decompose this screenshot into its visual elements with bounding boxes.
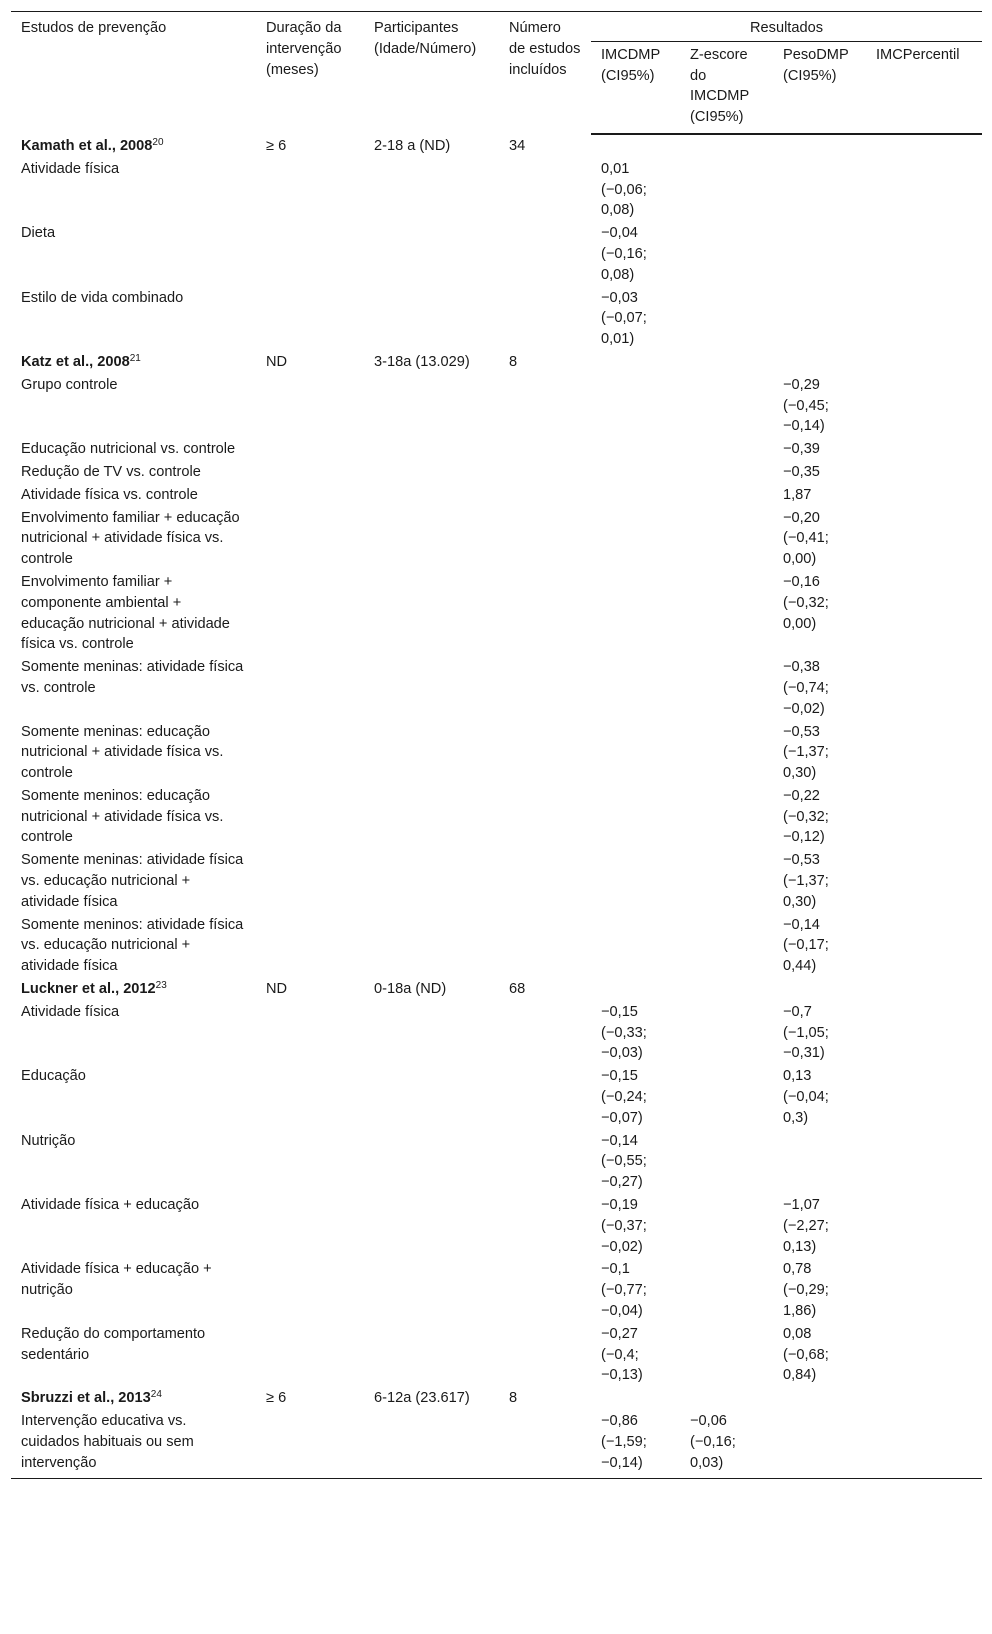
intervention-label: Intervenção educativa vs. cuidados habituais ou sem intervenção <box>11 1410 256 1479</box>
empty-cell <box>364 656 499 720</box>
pesodmp-value: −0,38 (−0,74; −0,02) <box>783 659 829 717</box>
imcdmp-value: −0,14 (−0,55; −0,27) <box>601 1132 647 1191</box>
study-duration: ≥ 6 <box>266 137 287 154</box>
empty-cell <box>680 978 773 1001</box>
imc-percentil-value <box>866 785 982 849</box>
study-participants: 6-12a (23.617) <box>374 1390 470 1407</box>
pesodmp-value: 1,87 <box>783 486 812 503</box>
pesodmp-value: −0,16 (−0,32; 0,00) <box>783 573 829 632</box>
intervention-label: Somente meninas: atividade física vs. controle <box>21 659 244 696</box>
empty-cell <box>256 785 364 849</box>
empty-cell <box>499 461 591 484</box>
study-name: Katz et al., 2008 <box>21 353 130 370</box>
empty-cell <box>364 484 499 507</box>
empty-cell <box>364 287 499 351</box>
z-score-value <box>680 571 773 656</box>
pesodmp-value: −0,53 (−1,37; 0,30) <box>783 852 829 910</box>
empty-cell <box>256 438 364 461</box>
empty-cell <box>499 849 591 913</box>
imcdmp-value <box>591 656 680 720</box>
header-duration: Duração da intervenção (meses) <box>256 12 364 134</box>
pesodmp-value: −0,22 (−0,32; −0,12) <box>783 787 829 846</box>
header-study: Estudos de prevenção <box>11 12 256 134</box>
empty-cell <box>364 1001 499 1065</box>
empty-cell <box>256 656 364 720</box>
header-imcdmp: IMCDMP (CI95%) <box>591 41 680 134</box>
empty-cell <box>499 1130 591 1194</box>
empty-cell <box>256 1001 364 1065</box>
imc-percentil-value <box>866 656 982 720</box>
empty-cell <box>256 158 364 222</box>
study-count: 8 <box>509 353 518 370</box>
study-name: Luckner et al., 2012 <box>21 981 156 998</box>
empty-cell <box>256 721 364 785</box>
study-count: 68 <box>509 981 526 998</box>
empty-cell <box>256 287 364 351</box>
pesodmp-value: −0,29 (−0,45; −0,14) <box>783 376 829 435</box>
table-row <box>11 158 982 222</box>
table-row <box>11 721 982 785</box>
z-score-value <box>680 849 773 913</box>
z-score-value <box>680 287 773 351</box>
study-name-cell <box>11 1387 256 1410</box>
pesodmp-value: 0,78 (−0,29; 1,86) <box>783 1261 829 1320</box>
empty-cell <box>499 1410 591 1479</box>
empty-cell <box>499 484 591 507</box>
study-name-cell <box>11 134 256 158</box>
imc-percentil-value <box>866 461 982 484</box>
empty-cell <box>591 1387 680 1410</box>
empty-cell <box>364 849 499 913</box>
z-score-value <box>680 158 773 222</box>
imc-percentil-value <box>866 287 982 351</box>
empty-cell <box>256 461 364 484</box>
header-participants: Participantes (Idade/Número) <box>364 12 499 134</box>
study-reference: 23 <box>155 980 167 992</box>
table-row <box>11 1410 982 1479</box>
empty-cell <box>256 1323 364 1387</box>
empty-cell <box>773 1387 866 1410</box>
pesodmp-value <box>773 222 866 286</box>
study-row <box>11 978 982 1001</box>
empty-cell <box>680 351 773 374</box>
table-row <box>11 484 982 507</box>
pesodmp-value: −0,14 (−0,17; 0,44) <box>783 916 829 975</box>
z-score-value <box>680 1130 773 1194</box>
z-score-value <box>680 1001 773 1065</box>
empty-cell <box>680 1387 773 1410</box>
imcdmp-value <box>591 914 680 978</box>
imcdmp-value <box>591 507 680 571</box>
study-row <box>11 134 982 158</box>
empty-cell <box>256 1194 364 1258</box>
table-row <box>11 656 982 720</box>
empty-cell <box>499 656 591 720</box>
intervention-label: Grupo controle <box>21 376 118 393</box>
study-count: 34 <box>509 137 526 154</box>
imcdmp-value: −0,03 (−0,07; 0,01) <box>601 289 647 348</box>
header-z-score: Z-escore do IMCDMP (CI95%) <box>680 41 773 134</box>
empty-cell <box>499 1194 591 1258</box>
empty-cell <box>866 1387 982 1410</box>
intervention-label: Atividade física <box>21 1003 120 1020</box>
z-score-value <box>680 914 773 978</box>
empty-cell <box>364 222 499 286</box>
empty-cell <box>499 158 591 222</box>
empty-cell <box>364 374 499 438</box>
imc-percentil-value <box>866 484 982 507</box>
imc-percentil-value <box>866 1410 982 1479</box>
study-participants: 0-18a (ND) <box>374 981 447 998</box>
empty-cell <box>866 134 982 158</box>
table-row <box>11 222 982 286</box>
empty-cell <box>364 461 499 484</box>
study-name: Kamath et al., 2008 <box>21 137 153 154</box>
imc-percentil-value <box>866 849 982 913</box>
z-score-value: −0,06 (−0,16; 0,03) <box>680 1410 773 1479</box>
imc-percentil-value <box>866 1194 982 1258</box>
table-row <box>11 374 982 438</box>
table-row <box>11 1065 982 1129</box>
intervention-label: Estilo de vida combinado <box>21 289 184 306</box>
empty-cell <box>364 785 499 849</box>
table-header <box>11 12 982 134</box>
imcdmp-value <box>591 438 680 461</box>
pesodmp-value <box>773 1410 866 1479</box>
pesodmp-value: 0,13 (−0,04; 0,3) <box>783 1068 829 1126</box>
empty-cell <box>591 134 680 158</box>
pesodmp-value: −0,39 <box>783 441 820 458</box>
intervention-label: Educação nutricional vs. controle <box>21 441 236 458</box>
imc-percentil-value <box>866 158 982 222</box>
imcdmp-value: −0,27 (−0,4; −0,13) <box>601 1325 643 1384</box>
table-row <box>11 461 982 484</box>
z-score-value <box>680 1258 773 1322</box>
imc-percentil-value <box>866 222 982 286</box>
imcdmp-value: −0,19 (−0,37; −0,02) <box>601 1197 647 1255</box>
empty-cell <box>364 158 499 222</box>
imcdmp-value: −0,1 (−0,77; −0,04) <box>601 1261 647 1320</box>
header-results: Resultados <box>591 12 982 42</box>
empty-cell <box>364 438 499 461</box>
table-body <box>11 134 982 1479</box>
imcdmp-value: −0,86 (−1,59; −0,14) <box>591 1410 680 1479</box>
z-score-value <box>680 1194 773 1258</box>
empty-cell <box>256 507 364 571</box>
header-imc-percentil: IMCPercentil <box>866 41 982 134</box>
intervention-label: Educação <box>21 1068 86 1085</box>
imcdmp-value <box>591 571 680 656</box>
empty-cell <box>866 978 982 1001</box>
empty-cell <box>499 1323 591 1387</box>
empty-cell <box>499 1258 591 1322</box>
empty-cell <box>364 1258 499 1322</box>
empty-cell <box>364 1194 499 1258</box>
imc-percentil-value <box>866 914 982 978</box>
pesodmp-value: −0,35 <box>783 463 820 480</box>
empty-cell <box>364 571 499 656</box>
intervention-label: Somente meninas: educação nutricional + atividade física vs. controle <box>21 723 224 782</box>
table-row <box>11 1258 982 1322</box>
imc-percentil-value <box>866 507 982 571</box>
empty-cell <box>499 507 591 571</box>
study-duration: ND <box>266 981 288 998</box>
header-pesodmp: PesoDMP (CI95%) <box>773 41 866 134</box>
imcdmp-value <box>591 785 680 849</box>
empty-cell <box>364 1130 499 1194</box>
imcdmp-value: −0,15 (−0,33; −0,03) <box>601 1003 647 1062</box>
study-name-cell <box>11 351 256 374</box>
pesodmp-value: −1,07 (−2,27; 0,13) <box>783 1197 829 1255</box>
intervention-label: Redução do comportamento sedentário <box>21 1325 206 1363</box>
empty-cell <box>256 484 364 507</box>
imcdmp-value: 0,01 (−0,06; 0,08) <box>601 160 647 219</box>
empty-cell <box>499 222 591 286</box>
empty-cell <box>499 914 591 978</box>
imcdmp-value <box>591 374 680 438</box>
empty-cell <box>256 374 364 438</box>
header-num-studies: Número de estudos incluídos <box>499 12 591 134</box>
empty-cell <box>499 721 591 785</box>
imcdmp-value: −0,04 (−0,16; 0,08) <box>601 225 647 283</box>
imc-percentil-value <box>866 1130 982 1194</box>
table-row <box>11 1323 982 1387</box>
study-reference: 21 <box>129 352 141 364</box>
intervention-label: Nutrição <box>21 1132 76 1149</box>
study-reference: 24 <box>150 1389 162 1401</box>
study-reference: 20 <box>152 136 164 148</box>
empty-cell <box>364 1323 499 1387</box>
empty-cell <box>591 978 680 1001</box>
intervention-label: Redução de TV vs. controle <box>21 463 201 480</box>
study-row <box>11 1387 982 1410</box>
empty-cell <box>499 1065 591 1129</box>
imc-percentil-value <box>866 374 982 438</box>
imc-percentil-value <box>866 1258 982 1322</box>
empty-cell <box>256 1258 364 1322</box>
intervention-label: Somente meninos: educação nutricional + atividade física vs. controle <box>21 787 224 846</box>
intervention-label: Somente meninos: atividade física vs. educação nutricional + atividade física <box>21 916 244 975</box>
imc-percentil-value <box>866 1323 982 1387</box>
intervention-label: Dieta <box>21 225 56 242</box>
empty-cell <box>364 721 499 785</box>
table-row <box>11 507 982 571</box>
z-score-value <box>680 507 773 571</box>
imc-percentil-value <box>866 571 982 656</box>
pesodmp-value: 0,08 (−0,68; 0,84) <box>783 1325 829 1384</box>
imcdmp-value: −0,15 (−0,24; −0,07) <box>601 1068 647 1126</box>
results-table-container <box>11 11 982 1479</box>
table-row <box>11 287 982 351</box>
imc-percentil-value <box>866 721 982 785</box>
empty-cell <box>256 1410 364 1479</box>
table-row <box>11 1130 982 1194</box>
imc-percentil-value <box>866 1065 982 1129</box>
empty-cell <box>364 507 499 571</box>
imc-percentil-value <box>866 438 982 461</box>
z-score-value <box>680 222 773 286</box>
study-duration: ≥ 6 <box>266 1390 287 1407</box>
imcdmp-value <box>591 721 680 785</box>
intervention-label: Atividade física vs. controle <box>21 486 198 503</box>
z-score-value <box>680 1323 773 1387</box>
empty-cell <box>680 134 773 158</box>
empty-cell <box>364 1410 499 1479</box>
empty-cell <box>499 785 591 849</box>
empty-cell <box>499 287 591 351</box>
pesodmp-value <box>773 158 866 222</box>
prevention-studies-table <box>11 11 982 1479</box>
study-participants: 2-18 a (ND) <box>374 137 451 154</box>
empty-cell <box>256 1065 364 1129</box>
empty-cell <box>364 1065 499 1129</box>
table-row <box>11 571 982 656</box>
study-row <box>11 351 982 374</box>
intervention-label: Atividade física <box>21 160 120 177</box>
empty-cell <box>773 978 866 1001</box>
study-name-cell <box>11 978 256 1001</box>
empty-cell <box>499 1001 591 1065</box>
study-count: 8 <box>509 1390 518 1407</box>
empty-cell <box>499 438 591 461</box>
z-score-value <box>680 721 773 785</box>
z-score-value <box>680 1065 773 1129</box>
study-name: Sbruzzi et al., 2013 <box>21 1390 151 1407</box>
table-row <box>11 1194 982 1258</box>
empty-cell <box>773 351 866 374</box>
table-row <box>11 1001 982 1065</box>
table-row <box>11 785 982 849</box>
intervention-label: Atividade física + educação <box>21 1197 200 1214</box>
intervention-label: Envolvimento familiar + educação nutricional + atividade física vs. controle <box>21 509 240 568</box>
z-score-value <box>680 461 773 484</box>
z-score-value <box>680 656 773 720</box>
pesodmp-value: −0,7 (−1,05; −0,31) <box>783 1003 829 1062</box>
imcdmp-value <box>591 849 680 913</box>
empty-cell <box>499 571 591 656</box>
study-participants: 3-18a (13.029) <box>374 353 470 370</box>
empty-cell <box>773 134 866 158</box>
imc-percentil-value <box>866 1001 982 1065</box>
table-row <box>11 849 982 913</box>
z-score-value <box>680 438 773 461</box>
pesodmp-value: −0,53 (−1,37; 0,30) <box>783 723 829 782</box>
pesodmp-value: −0,20 (−0,41; 0,00) <box>783 509 829 568</box>
empty-cell <box>364 914 499 978</box>
z-score-value <box>680 785 773 849</box>
table-row <box>11 438 982 461</box>
table-row <box>11 914 982 978</box>
intervention-label: Envolvimento familiar + componente ambiental + educação nutricional + atividade física vs. controle <box>21 573 230 653</box>
pesodmp-value <box>773 287 866 351</box>
empty-cell <box>499 374 591 438</box>
empty-cell <box>591 351 680 374</box>
empty-cell <box>256 849 364 913</box>
empty-cell <box>866 351 982 374</box>
z-score-value <box>680 484 773 507</box>
empty-cell <box>256 914 364 978</box>
empty-cell <box>256 1130 364 1194</box>
empty-cell <box>256 222 364 286</box>
empty-cell <box>256 571 364 656</box>
intervention-label: Somente meninas: atividade física vs. educação nutricional + atividade física <box>21 852 244 910</box>
imcdmp-value <box>591 484 680 507</box>
imcdmp-value <box>591 461 680 484</box>
study-duration: ND <box>266 353 288 370</box>
z-score-value <box>680 374 773 438</box>
pesodmp-value <box>773 1130 866 1194</box>
intervention-label: Atividade física + educação + nutrição <box>21 1261 212 1299</box>
